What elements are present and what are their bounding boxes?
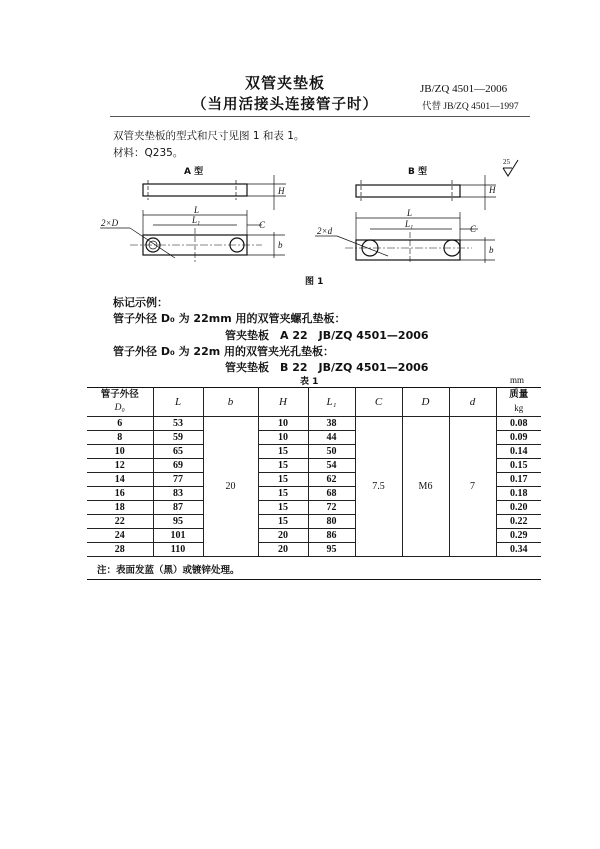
hole-label-b: 2×d <box>317 226 333 236</box>
col-header-d: d <box>449 388 496 417</box>
marking-example-1: 管夹垫板 A 22 JB/ZQ 4501—2006 <box>225 329 429 342</box>
col-header-C: C <box>355 388 402 417</box>
merged-d: 7 <box>449 417 496 557</box>
table-row: 28 110 20 95 0.34 <box>87 543 541 557</box>
col-header-mass: 质量 kg <box>496 388 541 417</box>
roughness-value: 25 <box>503 158 510 166</box>
merged-D: M6 <box>402 417 449 557</box>
table-row: 6 53 20 10 38 7.5 M6 7 0.08 <box>87 417 541 431</box>
intro-line-1: 双管夹垫板的型式和尺寸见图 1 和表 1。 <box>113 130 305 142</box>
marking-example-1-desc: 管子外径 D₀ 为 22mm 用的双管夹螺孔垫板： <box>113 312 346 325</box>
dimensions-table <box>87 387 541 557</box>
type-a-label: A 型 <box>184 167 204 177</box>
table-row: 8 59 10 44 0.09 <box>87 431 541 445</box>
col-header-L: L <box>153 388 203 417</box>
table-title: 表 1 <box>300 377 319 387</box>
dim-label-L-b: L <box>407 208 413 218</box>
col-header-L1: L₁ <box>308 388 355 417</box>
hole-label-a: 2×D <box>101 218 119 228</box>
dim-label-L1: L₁ <box>192 215 201 225</box>
table-note: 注：表面发蓝（黑）或镀锌处理。 <box>87 562 541 580</box>
dim-label-L1-b: L₁ <box>405 219 414 229</box>
figure-1-drawing <box>0 0 600 290</box>
figure-caption: 图 1 <box>305 277 324 287</box>
marking-heading: 标记示例： <box>113 296 168 309</box>
table-row: 14 77 15 62 0.17 <box>87 473 541 487</box>
standard-number: JB/ZQ 4501—2006 <box>420 83 508 95</box>
replaces-standard: 代替 JB/ZQ 4501—1997 <box>422 102 519 112</box>
intro-line-2: 材料：Q235。 <box>113 147 184 159</box>
col-header-H: H <box>258 388 308 417</box>
col-header-b: b <box>203 388 258 417</box>
dim-label-H-b: H <box>489 185 496 195</box>
type-b-label: B 型 <box>408 167 427 177</box>
table-row: 16 83 15 68 0.18 <box>87 487 541 501</box>
table-header-row <box>87 388 541 417</box>
table-row: 10 65 15 50 0.14 <box>87 445 541 459</box>
dim-label-H: H <box>278 186 285 196</box>
table-row: 24 101 20 86 0.29 <box>87 529 541 543</box>
table-row: 12 69 15 54 0.15 <box>87 459 541 473</box>
marking-example-2: 管夹垫板 B 22 JB/ZQ 4501—2006 <box>225 361 429 374</box>
dim-label-b: b <box>278 240 283 250</box>
table-row: 18 87 15 72 0.20 <box>87 501 541 515</box>
marking-example-2-desc: 管子外径 D₀ 为 22m 用的双管夹光孔垫板： <box>113 345 335 358</box>
merged-C: 7.5 <box>355 417 402 557</box>
col-header-D: D <box>402 388 449 417</box>
merged-b: 20 <box>203 417 258 557</box>
dim-label-C-b: C <box>470 224 477 234</box>
col-header-d0: 管子外径 D₀ <box>87 388 153 417</box>
table-row: 22 95 15 80 0.22 <box>87 515 541 529</box>
table-unit: mm <box>510 375 525 385</box>
document-subtitle: （当用活接头连接管子时） <box>192 97 378 113</box>
dim-label-b-b: b <box>489 245 494 255</box>
dim-label-L: L <box>194 205 200 215</box>
dim-label-C: C <box>259 220 266 230</box>
document-title: 双管夹垫板 <box>244 74 325 92</box>
